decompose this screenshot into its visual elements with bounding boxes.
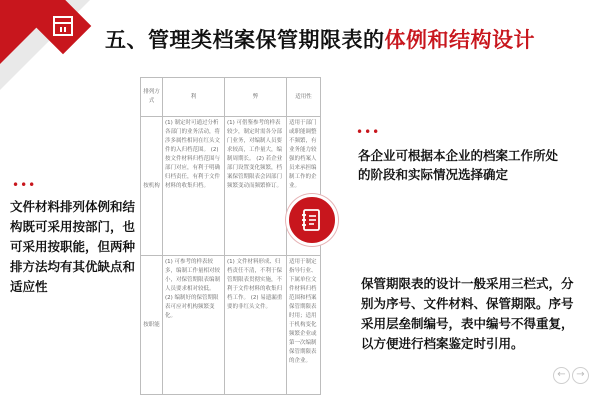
archive-box-icon bbox=[52, 15, 74, 37]
table-header-cell: 利 bbox=[163, 78, 225, 117]
page-title bbox=[105, 24, 535, 54]
right-description-top: 各企业可根据本企业的档案工作所处的阶段和实际情况选择确定 bbox=[358, 148, 559, 182]
table-cell-cons: (1) 文件材料形成、归档责任不清，不利于保管期限表贯彻实施，不利于文件材料的收集归档工作。 (2) 易遗漏重要的非红头文件。 bbox=[225, 256, 287, 395]
table-row bbox=[141, 256, 321, 395]
table-cell-pros: (1) 可参考的样表较多，编制工作量相对较小，对保管期限表编制人员要求相对较低。 (2) 编制好的保管期限表可应对机构频繁变化。 bbox=[163, 256, 225, 395]
table-cell-fit: 适用于部门或职能调整不频繁，有业务能力较强的档案人员来承担编制工作的企业。 bbox=[287, 117, 321, 256]
next-slide-button[interactable]: → bbox=[572, 367, 589, 384]
table-cell-pros: (1) 制定时可通过分析各部门的业务活动，将涉多属性相同在红头文件的入归档范围。 (2) 按文件材料归档范围与部门对应，有利于明确归档责任，有利于文件材料的收集归档。 bbox=[163, 117, 225, 256]
page-title-main: 五、管理类档案保管期限表的 bbox=[105, 28, 385, 52]
table-header-cell: 适用性 bbox=[287, 78, 321, 117]
table-cell-fit: 适用于制定指导行业、下属单位文件材料归档范围和档案保管期限表时用；适用于机构变化频繁企业或第一次编制保管期限表的企业。 bbox=[287, 256, 321, 395]
left-description: 文件材料排列体例和结构既可采用按部门，也可采用按职能，但两种排方法均有其优缺点和适应性 bbox=[10, 199, 136, 294]
table-header-cell: 弊 bbox=[225, 78, 287, 117]
center-icon-badge bbox=[286, 194, 338, 246]
left-bullet-dots: ••• bbox=[12, 178, 37, 192]
table-header-cell: 排列方式 bbox=[141, 78, 163, 117]
page-title-highlight: 体例和结构设计 bbox=[384, 28, 535, 52]
notebook-icon bbox=[301, 208, 323, 232]
prev-slide-button[interactable]: ← bbox=[553, 367, 570, 384]
right-description-bottom: 保管期限表的设计一般采用三栏式，分别为序号、文件材料、保管期限。序号采用层垒制编号，表中编号不得重复，以方便进行档案鉴定时引用。 bbox=[361, 276, 574, 351]
table-row-label: 按职能 bbox=[141, 256, 163, 395]
right-bullet-dots: ••• bbox=[356, 125, 381, 139]
table-row-label: 按机构 bbox=[141, 117, 163, 256]
table-cell-cons: (1) 可借鉴参考的样表较少，制定时需各分部门业务，对编制人员要求较高，工作量大，编制周期长。 (2) 若企业部门设置变化频繁，档案保管期限表会因部门频繁变动而频繁修订。 bbox=[225, 117, 287, 256]
table-header-row bbox=[141, 78, 321, 117]
